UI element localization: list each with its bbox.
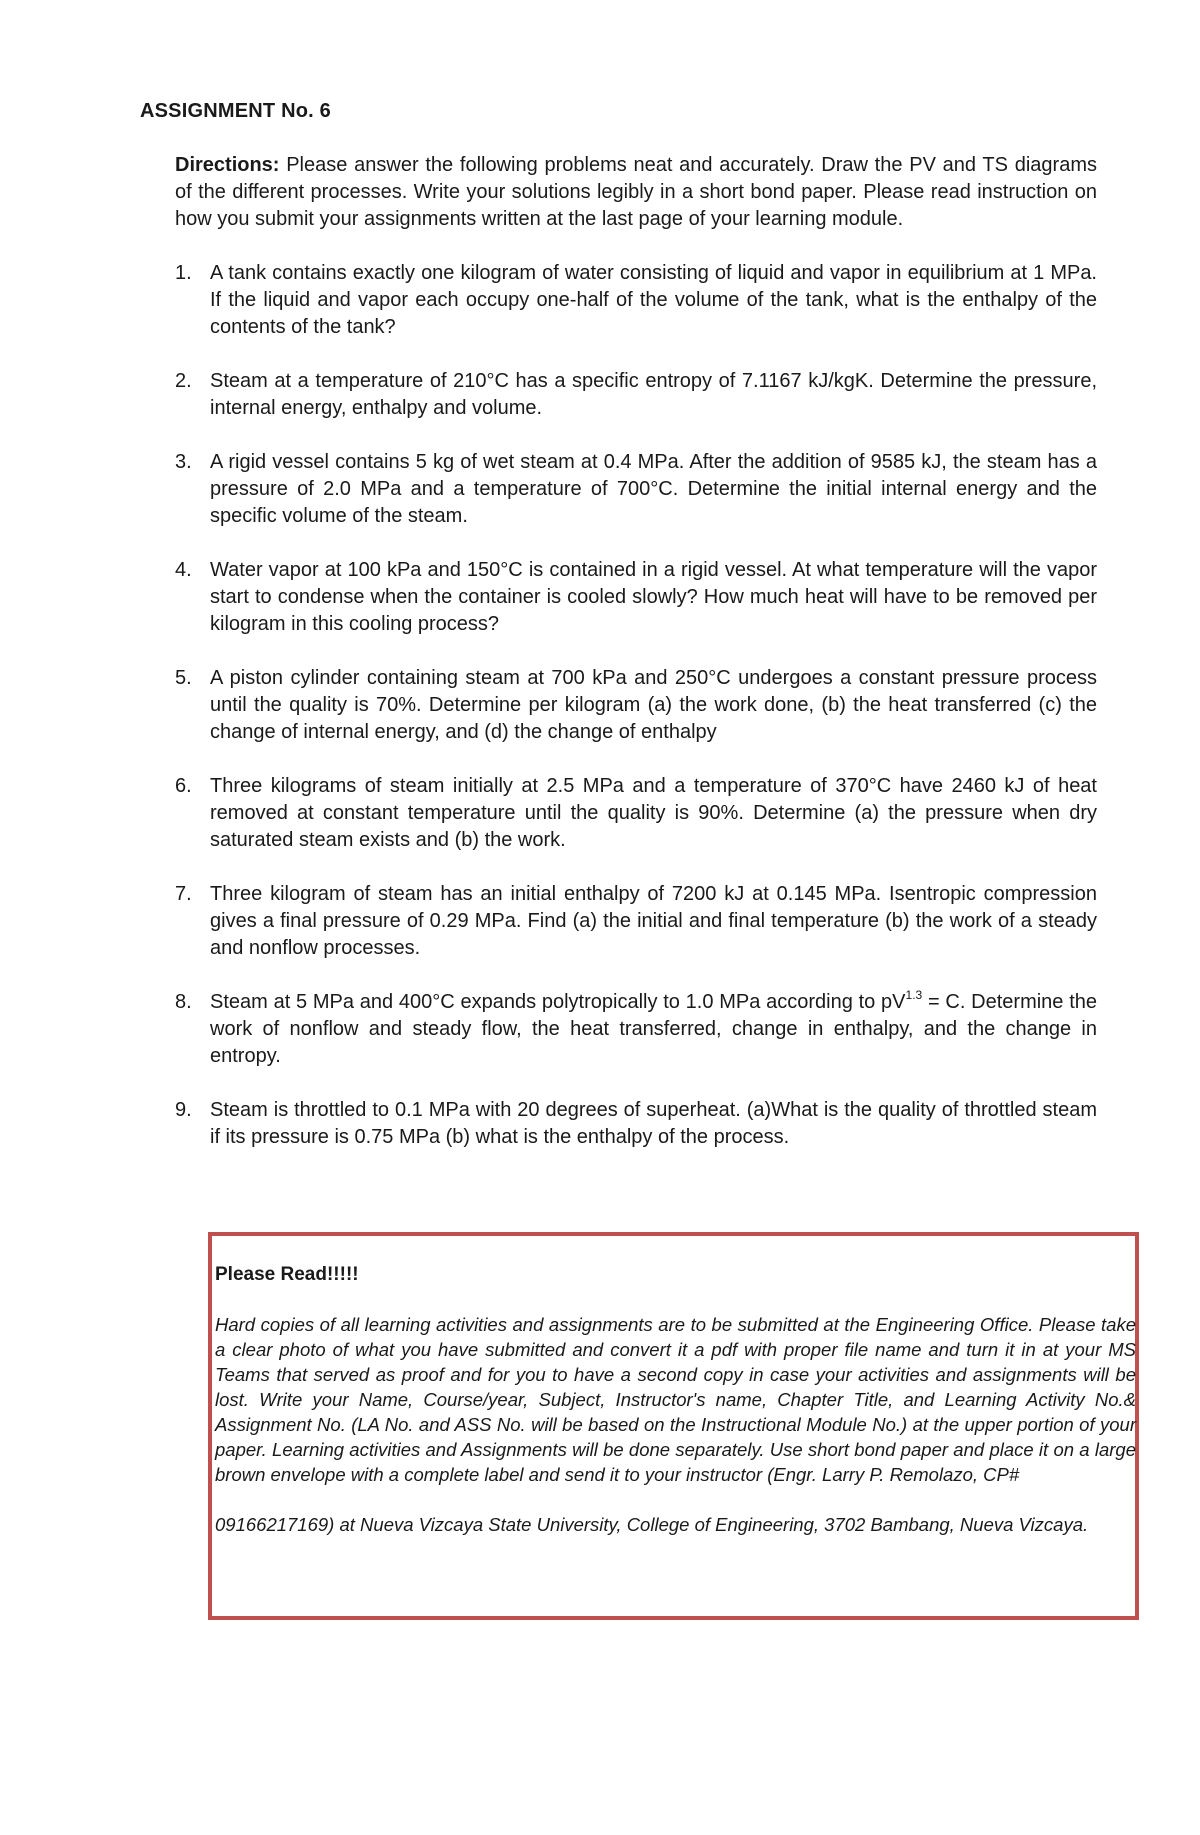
please-read-notice-box: [208, 1232, 1139, 1620]
directions-paragraph: [175, 152, 1097, 233]
problem-item: [175, 368, 1097, 422]
problem-number: 1.: [175, 262, 192, 284]
problem-number: 6.: [175, 775, 192, 797]
problem-item: [175, 557, 1097, 638]
problem-text-start: Steam at 5 MPa and 400°C expands polytropically to 1.0 MPa according to pV: [210, 991, 906, 1013]
assignment-title: ASSIGNMENT No. 6: [140, 100, 331, 122]
directions-label: Directions:: [175, 154, 280, 176]
problem-number: 2.: [175, 370, 192, 392]
problem-number: 3.: [175, 451, 192, 473]
problem-number: 5.: [175, 667, 192, 689]
problem-item: [175, 881, 1097, 962]
notice-paragraph-submission: Hard copies of all learning activities and assignments are to be submitted at the Engineering Office. Please take a clear photo of what you have submitted and convert it a pdf with proper file name and turn it in at your MS Teams that served as proof and for you to have a second copy in case your activities and assignments will be lost. Write your Name, Course/year, Subject, Instructor's name, Chapter Title, and Learning Activity No.& Assignment No. (LA No. and ASS No. will be based on the Instructional Module No.) at the upper portion of your paper. Learning activities and Assignments will be done separately. Use short bond paper and place it on a large brown envelope with a complete label and send it to your instructor (Engr. Larry P. Remolazo, CP#: [215, 1314, 1136, 1485]
problem-item: [175, 260, 1097, 341]
problem-text: Steam is throttled to 0.1 MPa with 20 degrees of superheat. (a)What is the quality of throttled steam if its pressure is 0.75 MPa (b) what is the enthalpy of the process.: [210, 1099, 1097, 1148]
problem-text: Three kilogram of steam has an initial enthalpy of 7200 kJ at 0.145 MPa. Isentropic compression gives a final pressure of 0.29 MPa. Find (a) the initial and final temperature (b) the work of a steady and nonflow processes.: [210, 883, 1097, 959]
problem-text: Steam at a temperature of 210°C has a specific entropy of 7.1167 kJ/kgK. Determine the pressure, internal energy, enthalpy and volume.: [210, 370, 1097, 419]
problem-text: A piston cylinder containing steam at 700 kPa and 250°C undergoes a constant pressure process until the quality is 70%. Determine per kilogram (a) the work done, (b) the heat transferred (c) the change of internal energy, and (d) the change of enthalpy: [210, 667, 1097, 743]
problem-item: [175, 989, 1097, 1070]
problem-number: 8.: [175, 991, 192, 1013]
problem-item: [175, 1097, 1097, 1151]
problem-item: [175, 773, 1097, 854]
problem-list: [175, 260, 1097, 1151]
problem-number: 7.: [175, 883, 192, 905]
problem-text: Water vapor at 100 kPa and 150°C is contained in a rigid vessel. At what temperature will the vapor start to condense when the container is cooled slowly? How much heat will have to be removed per kilogram in this cooling process?: [210, 559, 1097, 635]
problem-number: 4.: [175, 559, 192, 581]
notice-content: [215, 1262, 1136, 1562]
problem-text-end: = C. Determine the work of nonflow and steady flow, the heat transferred, change in enthalpy, and the change in entropy.: [210, 991, 1097, 1067]
problem-text: A tank contains exactly one kilogram of water consisting of liquid and vapor in equilibrium at 1 MPa. If the liquid and vapor each occupy one-half of the volume of the tank, what is the enthalpy of the contents of the tank?: [210, 262, 1097, 338]
problem-number: 9.: [175, 1099, 192, 1121]
problem-item: [175, 665, 1097, 746]
exponent-superscript: 1.3: [905, 988, 923, 1003]
problem-text: A rigid vessel contains 5 kg of wet steam at 0.4 MPa. After the addition of 9585 kJ, the steam has a pressure of 2.0 MPa and a temperature of 700°C. Determine the initial internal energy and the specific volume of the steam.: [210, 451, 1097, 527]
problem-item: [175, 449, 1097, 530]
problem-text: Three kilograms of steam initially at 2.5 MPa and a temperature of 370°C have 2460 kJ of heat removed at constant temperature until the quality is 90%. Determine (a) the pressure when dry saturated steam exists and (b) the work.: [210, 775, 1097, 851]
assignment-body: [175, 152, 1097, 1178]
directions-text: Please answer the following problems neat and accurately. Draw the PV and TS diagrams of the different processes. Write your solutions legibly in a short bond paper. Please read instruction on how you submit your assignments written at the last page of your learning module.: [175, 154, 1097, 230]
notice-paragraph-address: 09166217169) at Nueva Vizcaya State University, College of Engineering, 3702 Bambang, Nueva Vizcaya.: [215, 1514, 1089, 1535]
notice-heading: Please Read!!!!!: [215, 1264, 359, 1285]
